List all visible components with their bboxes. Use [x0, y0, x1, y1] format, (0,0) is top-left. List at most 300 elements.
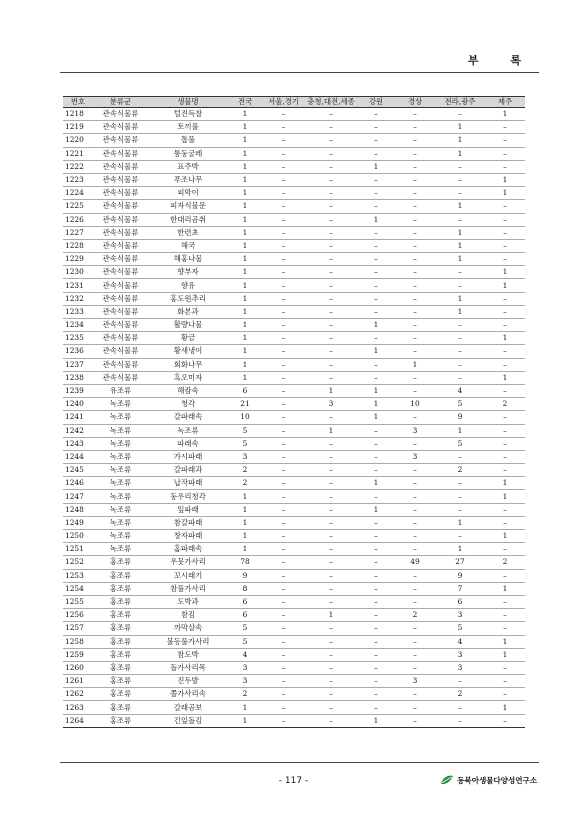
table-cell: 1 — [485, 701, 525, 714]
table-cell: 1 — [228, 332, 262, 345]
table-cell: 푸조나무 — [148, 173, 228, 186]
table-cell: – — [357, 371, 395, 384]
table-cell: – — [305, 371, 357, 384]
table-cell: – — [305, 319, 357, 332]
table-cell: – — [262, 239, 305, 252]
table-cell: 1252 — [63, 556, 93, 569]
table-cell: 향부자 — [148, 266, 228, 279]
table-cell: 피막이 — [148, 187, 228, 200]
table-cell: 1 — [485, 108, 525, 121]
table-cell: 1 — [485, 187, 525, 200]
table-row — [63, 226, 525, 239]
table-cell: – — [395, 464, 435, 477]
table-cell: 1 — [228, 239, 262, 252]
table-cell: – — [262, 384, 305, 397]
table-cell: 1258 — [63, 635, 93, 648]
table-cell: – — [262, 147, 305, 160]
table-cell: 1229 — [63, 253, 93, 266]
table-cell: – — [485, 450, 525, 463]
table-cell: 1253 — [63, 569, 93, 582]
table-cell: – — [305, 543, 357, 556]
table-cell: 꼬시래기 — [148, 569, 228, 582]
table-row — [63, 411, 525, 424]
table-cell: 3 — [395, 675, 435, 688]
table-cell: – — [357, 437, 395, 450]
table-cell: 녹조류 — [93, 490, 148, 503]
table-cell: 홍조류 — [93, 701, 148, 714]
table-cell: – — [305, 661, 357, 674]
table-cell: – — [357, 490, 395, 503]
table-cell: 1264 — [63, 714, 93, 727]
table-cell: – — [395, 319, 435, 332]
table-cell: – — [395, 266, 435, 279]
table-cell: 황새냉이 — [148, 345, 228, 358]
table-row — [63, 503, 525, 516]
table-cell: 둥우리청각 — [148, 490, 228, 503]
table-cell: 1 — [435, 292, 485, 305]
table-cell: – — [485, 319, 525, 332]
table-cell: 관속식물류 — [93, 345, 148, 358]
table-cell: 6 — [435, 595, 485, 608]
table-cell: – — [357, 173, 395, 186]
table-cell: – — [357, 464, 395, 477]
table-cell: – — [485, 134, 525, 147]
table-cell: – — [395, 253, 435, 266]
table-cell: 1 — [485, 332, 525, 345]
table-cell: 관속식물류 — [93, 108, 148, 121]
table-cell: 관속식물류 — [93, 371, 148, 384]
table-cell: 1218 — [63, 108, 93, 121]
table-cell: 3 — [305, 398, 357, 411]
table-cell: 6 — [228, 384, 262, 397]
table-cell: 녹조류 — [148, 424, 228, 437]
table-cell: – — [305, 226, 357, 239]
table-cell: – — [305, 200, 357, 213]
table-cell: – — [357, 688, 395, 701]
table-cell: 2 — [228, 688, 262, 701]
table-cell: – — [305, 239, 357, 252]
table-cell: 1 — [228, 714, 262, 727]
table-cell: – — [305, 108, 357, 121]
table-cell: 관속식물류 — [93, 279, 148, 292]
table-cell: 1240 — [63, 398, 93, 411]
table-row — [63, 569, 525, 582]
table-cell: – — [485, 543, 525, 556]
table-cell: 회화나무 — [148, 358, 228, 371]
table-cell: 불등풀가사리 — [148, 635, 228, 648]
table-cell: 3 — [228, 675, 262, 688]
table-cell: 녹조류 — [93, 464, 148, 477]
table-cell: 녹조류 — [93, 530, 148, 543]
footer-divider — [60, 762, 539, 763]
table-cell: – — [435, 701, 485, 714]
table-cell: 1 — [357, 503, 395, 516]
table-row — [63, 622, 525, 635]
table-cell: 1 — [395, 358, 435, 371]
table-cell: 1239 — [63, 384, 93, 397]
table-cell: 1 — [357, 345, 395, 358]
table-cell: – — [305, 556, 357, 569]
table-cell: – — [395, 569, 435, 582]
table-cell: – — [305, 477, 357, 490]
table-cell: – — [395, 635, 435, 648]
table-row — [63, 319, 525, 332]
table-row — [63, 437, 525, 450]
table-cell: – — [262, 226, 305, 239]
table-cell: – — [395, 543, 435, 556]
table-cell: – — [395, 160, 435, 173]
table-cell: 녹조류 — [93, 450, 148, 463]
table-cell: 21 — [228, 398, 262, 411]
column-header: 분류군 — [93, 97, 148, 108]
table-row — [63, 688, 525, 701]
table-cell: – — [305, 516, 357, 529]
table-cell: 1235 — [63, 332, 93, 345]
table-cell: – — [262, 437, 305, 450]
table-row — [63, 609, 525, 622]
table-cell: – — [262, 556, 305, 569]
table-cell: – — [395, 200, 435, 213]
table-cell: – — [305, 464, 357, 477]
table-cell: 1 — [228, 345, 262, 358]
table-cell: 2 — [485, 556, 525, 569]
table-row — [63, 371, 525, 384]
table-cell: 1228 — [63, 239, 93, 252]
table-cell: – — [262, 292, 305, 305]
table-row — [63, 464, 525, 477]
table-cell: 1 — [435, 305, 485, 318]
table-cell: – — [305, 437, 357, 450]
table-cell: 1 — [435, 134, 485, 147]
table-cell: – — [357, 200, 395, 213]
table-cell: 1 — [357, 384, 395, 397]
table-cell: – — [357, 266, 395, 279]
table-cell: 10 — [228, 411, 262, 424]
table-cell: – — [262, 714, 305, 727]
table-row — [63, 701, 525, 714]
table-cell: 1237 — [63, 358, 93, 371]
table-cell: 1254 — [63, 582, 93, 595]
table-cell: 1222 — [63, 160, 93, 173]
table-row — [63, 595, 525, 608]
table-cell: – — [262, 503, 305, 516]
species-table — [63, 96, 525, 728]
table-cell: 1 — [228, 371, 262, 384]
table-cell: – — [357, 701, 395, 714]
column-header: 전라,광주 — [435, 97, 485, 108]
table-cell: 2 — [435, 688, 485, 701]
table-cell: – — [305, 569, 357, 582]
table-cell: 한련초 — [148, 226, 228, 239]
table-cell: 2 — [228, 464, 262, 477]
table-cell: 1223 — [63, 173, 93, 186]
table-cell: 관속식물류 — [93, 358, 148, 371]
table-cell: 해국 — [148, 239, 228, 252]
table-cell: – — [262, 424, 305, 437]
column-header: 번호 — [63, 97, 93, 108]
table-cell: 관속식물류 — [93, 173, 148, 186]
table-cell: 4 — [435, 384, 485, 397]
table-cell: 진두발 — [148, 675, 228, 688]
table-cell: – — [485, 200, 525, 213]
table-cell: – — [262, 332, 305, 345]
table-cell: 1262 — [63, 688, 93, 701]
table-cell: 4 — [228, 648, 262, 661]
table-cell: – — [395, 173, 435, 186]
table-cell: – — [262, 213, 305, 226]
table-cell: 1 — [485, 635, 525, 648]
table-cell: – — [357, 187, 395, 200]
table-body — [63, 108, 525, 728]
table-cell: – — [305, 292, 357, 305]
table-cell: 27 — [435, 556, 485, 569]
table-cell: – — [262, 675, 305, 688]
table-cell: – — [262, 253, 305, 266]
table-row — [63, 173, 525, 186]
table-cell: – — [485, 292, 525, 305]
table-cell: – — [305, 701, 357, 714]
table-row — [63, 661, 525, 674]
table-cell: 관속식물류 — [93, 292, 148, 305]
table-cell: 녹조류 — [93, 398, 148, 411]
table-cell: – — [262, 305, 305, 318]
table-cell: 한대리곰취 — [148, 213, 228, 226]
table-cell: – — [485, 358, 525, 371]
table-cell: – — [435, 530, 485, 543]
table-cell: 1 — [485, 279, 525, 292]
table-cell: 관속식물류 — [93, 134, 148, 147]
table-cell: 해캄속 — [148, 384, 228, 397]
table-cell: 1 — [357, 160, 395, 173]
table-cell: 관속식물류 — [93, 332, 148, 345]
table-cell: 쫄가사리속 — [148, 688, 228, 701]
table-row — [63, 543, 525, 556]
column-header: 서울,경기 — [262, 97, 305, 108]
table-cell: 9 — [435, 569, 485, 582]
table-row — [63, 134, 525, 147]
table-cell: – — [395, 688, 435, 701]
table-cell: – — [485, 675, 525, 688]
table-cell: 1 — [228, 292, 262, 305]
table-cell: – — [357, 622, 395, 635]
table-cell: 1 — [228, 305, 262, 318]
table-cell: – — [262, 595, 305, 608]
table-cell: 관속식물류 — [93, 121, 148, 134]
table-cell: – — [262, 661, 305, 674]
table-cell: 1 — [228, 516, 262, 529]
table-cell: 4 — [435, 635, 485, 648]
table-cell: – — [262, 134, 305, 147]
table-cell: 3 — [395, 450, 435, 463]
table-cell: – — [305, 595, 357, 608]
table-cell: 홍조류 — [93, 609, 148, 622]
table-cell: – — [357, 108, 395, 121]
table-cell: – — [395, 108, 435, 121]
table-cell: 관속식물류 — [93, 187, 148, 200]
table-cell: – — [262, 371, 305, 384]
table-cell: 5 — [435, 437, 485, 450]
table-cell: – — [395, 490, 435, 503]
table-cell: 1224 — [63, 187, 93, 200]
table-cell: – — [262, 543, 305, 556]
table-cell: 5 — [435, 398, 485, 411]
table-row — [63, 398, 525, 411]
table-cell: 돌가사리목 — [148, 661, 228, 674]
table-cell: 1263 — [63, 701, 93, 714]
table-cell: – — [395, 239, 435, 252]
table-cell: – — [357, 582, 395, 595]
table-cell: – — [262, 490, 305, 503]
table-cell: – — [305, 160, 357, 173]
table-header-row — [63, 97, 525, 108]
table-cell: – — [395, 345, 435, 358]
table-cell: – — [485, 253, 525, 266]
table-cell: – — [485, 464, 525, 477]
table-cell: 5 — [228, 635, 262, 648]
table-cell: 창자파래 — [148, 530, 228, 543]
table-cell: 홍조류 — [93, 661, 148, 674]
table-cell: – — [435, 371, 485, 384]
table-cell: 8 — [228, 582, 262, 595]
table-cell: 1 — [485, 173, 525, 186]
table-cell: – — [395, 371, 435, 384]
table-cell: – — [357, 424, 395, 437]
table-cell: 2 — [395, 609, 435, 622]
table-cell: 1230 — [63, 266, 93, 279]
table-cell: 흑오미자 — [148, 371, 228, 384]
table-cell: – — [357, 147, 395, 160]
table-cell: – — [435, 319, 485, 332]
table-cell: – — [395, 226, 435, 239]
table-cell: – — [357, 121, 395, 134]
table-cell: 홍조류 — [93, 635, 148, 648]
table-cell: 1 — [228, 279, 262, 292]
table-row — [63, 345, 525, 358]
table-cell: 활량나물 — [148, 319, 228, 332]
header-divider — [60, 72, 539, 73]
table-cell: 1 — [228, 121, 262, 134]
table-cell: 3 — [435, 648, 485, 661]
table-cell: 잎파래 — [148, 503, 228, 516]
table-cell: – — [262, 648, 305, 661]
table-cell: 우뭇가사리 — [148, 556, 228, 569]
table-cell: 녹조류 — [93, 411, 148, 424]
table-cell: 홍조류 — [93, 675, 148, 688]
table-cell: 1 — [435, 239, 485, 252]
table-cell: 1 — [357, 477, 395, 490]
table-cell: 1248 — [63, 503, 93, 516]
table-cell: 1 — [485, 648, 525, 661]
table-cell: 관속식물류 — [93, 147, 148, 160]
table-cell: 6 — [228, 595, 262, 608]
table-cell: – — [262, 398, 305, 411]
table-cell: 1 — [228, 543, 262, 556]
table-cell: 관속식물류 — [93, 160, 148, 173]
table-row — [63, 108, 525, 121]
table-cell: – — [395, 384, 435, 397]
table-cell: 1245 — [63, 464, 93, 477]
table-cell: 1221 — [63, 147, 93, 160]
table-cell: 1 — [228, 160, 262, 173]
table-cell: – — [305, 582, 357, 595]
table-cell: – — [395, 187, 435, 200]
table-row — [63, 477, 525, 490]
table-cell: – — [262, 530, 305, 543]
table-cell: 78 — [228, 556, 262, 569]
table-cell: – — [262, 464, 305, 477]
table-cell: – — [357, 279, 395, 292]
table-cell: – — [435, 358, 485, 371]
table-cell: – — [485, 345, 525, 358]
table-cell: 홍도원추리 — [148, 292, 228, 305]
table-cell: – — [357, 450, 395, 463]
table-cell: 1227 — [63, 226, 93, 239]
table-row — [63, 160, 525, 173]
table-cell: 1220 — [63, 134, 93, 147]
table-cell: – — [305, 253, 357, 266]
table-cell: 1 — [357, 714, 395, 727]
table-cell: 홍조류 — [93, 714, 148, 727]
table-cell: – — [435, 450, 485, 463]
table-row — [63, 292, 525, 305]
table-cell: – — [357, 332, 395, 345]
table-cell: – — [357, 226, 395, 239]
table-cell: – — [435, 332, 485, 345]
table-cell: 1 — [228, 503, 262, 516]
table-cell: 녹조류 — [93, 543, 148, 556]
table-cell: 1 — [305, 609, 357, 622]
table-cell: 2 — [485, 398, 525, 411]
table-cell: – — [357, 239, 395, 252]
table-cell: – — [435, 675, 485, 688]
table-row — [63, 213, 525, 226]
column-header: 생물명 — [148, 97, 228, 108]
table-row — [63, 384, 525, 397]
table-row — [63, 147, 525, 160]
table-cell: – — [357, 253, 395, 266]
table-row — [63, 121, 525, 134]
table-cell: – — [305, 411, 357, 424]
table-cell: 1256 — [63, 609, 93, 622]
table-cell: 1 — [435, 253, 485, 266]
table-cell: – — [262, 358, 305, 371]
table-cell: 긴잎돌김 — [148, 714, 228, 727]
table-cell: 도박과 — [148, 595, 228, 608]
table-cell: – — [435, 345, 485, 358]
table-cell: 관속식물류 — [93, 213, 148, 226]
table-cell: – — [485, 384, 525, 397]
table-cell: – — [485, 569, 525, 582]
table-cell: 1231 — [63, 279, 93, 292]
table-row — [63, 266, 525, 279]
organization-logo — [440, 774, 537, 786]
table-cell: – — [262, 319, 305, 332]
table-cell: 1250 — [63, 530, 93, 543]
table-cell: – — [262, 200, 305, 213]
table-cell: 참갈파래 — [148, 516, 228, 529]
table-cell: 49 — [395, 556, 435, 569]
table-cell: – — [485, 239, 525, 252]
table-cell: – — [435, 187, 485, 200]
table-cell: 해홍나물 — [148, 253, 228, 266]
table-cell: – — [435, 108, 485, 121]
table-cell: – — [435, 213, 485, 226]
table-cell: – — [262, 569, 305, 582]
table-cell: 1257 — [63, 622, 93, 635]
table-cell: 1219 — [63, 121, 93, 134]
table-cell: 1 — [228, 200, 262, 213]
table-cell: 홍조류 — [93, 556, 148, 569]
